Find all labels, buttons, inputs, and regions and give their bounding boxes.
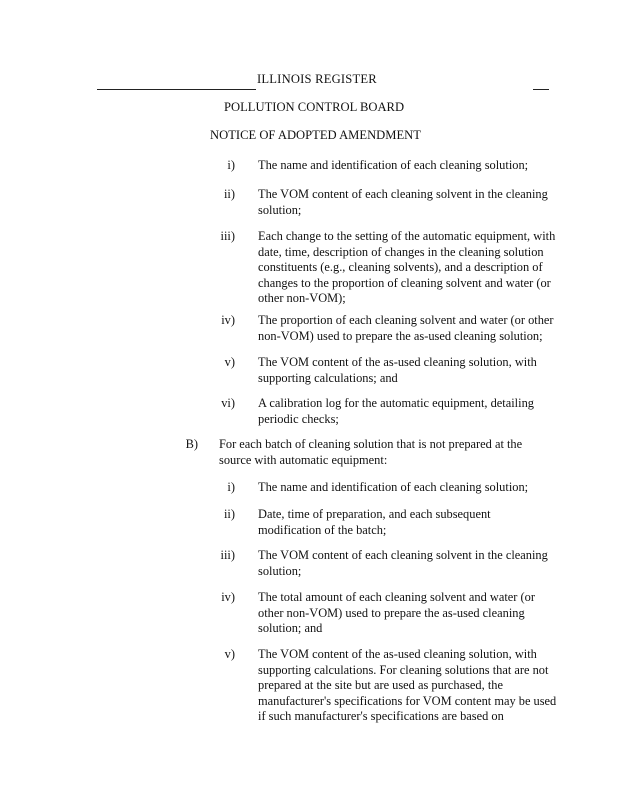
item-text: The VOM content of the as-used cleaning solution, with supporting calculations; and (258, 355, 537, 385)
notice-title: NOTICE OF ADOPTED AMENDMENT (210, 128, 421, 142)
item-text: Each change to the setting of the automatic equipment, with date, time, description of changes in the cleaning solution constituents (e.g., cleaning solvents), and a description of changes to the proportion of cleaning solvent and water (or other non-VOM); (258, 229, 556, 305)
item-marker: iii) (220, 229, 235, 243)
item-marker: v) (224, 647, 235, 661)
item-text: Date, time of preparation, and each subsequent modification of the batch; (258, 507, 491, 537)
item-marker: ii) (223, 187, 235, 201)
item-text: The VOM content of the as-used cleaning solution, with supporting calculations. For cleaning solutions that are not prepared at the site but are used as purchased, the manufacturer's specifications for VOM content may be used if such manufacturer's specifications are based on (258, 647, 557, 723)
item-marker: v) (224, 355, 235, 369)
item-marker: iii) (220, 548, 235, 562)
board-name: POLLUTION CONTROL BOARD (224, 100, 405, 114)
header-rule-right (533, 89, 549, 90)
item-marker: i) (227, 480, 235, 494)
item-text: The VOM content of each cleaning solvent in the cleaning solution; (258, 187, 548, 217)
item-text: The name and identification of each cleaning solution; (258, 158, 529, 172)
item-marker: iv) (221, 590, 235, 604)
register-title: ILLINOIS REGISTER (257, 72, 377, 86)
section-marker: B) (185, 437, 198, 451)
item-text: The proportion of each cleaning solvent and water (or other non-VOM) used to prepare the as-used cleaning solution; (258, 313, 554, 343)
header-rule-left (97, 89, 256, 90)
item-text: The VOM content of each cleaning solvent in the cleaning solution; (258, 548, 548, 578)
item-marker: vi) (221, 396, 235, 410)
item-text: The name and identification of each cleaning solution; (258, 480, 529, 494)
item-marker: i) (227, 158, 235, 172)
item-text: A calibration log for the automatic equipment, detailing periodic checks; (258, 396, 534, 426)
section-text: For each batch of cleaning solution that is not prepared at the source with automatic equipment: (219, 437, 523, 467)
item-marker: iv) (221, 313, 235, 327)
item-text: The total amount of each cleaning solvent and water (or other non-VOM) used to prepare the as-used cleaning solution; and (258, 590, 535, 635)
item-marker: ii) (223, 507, 235, 521)
